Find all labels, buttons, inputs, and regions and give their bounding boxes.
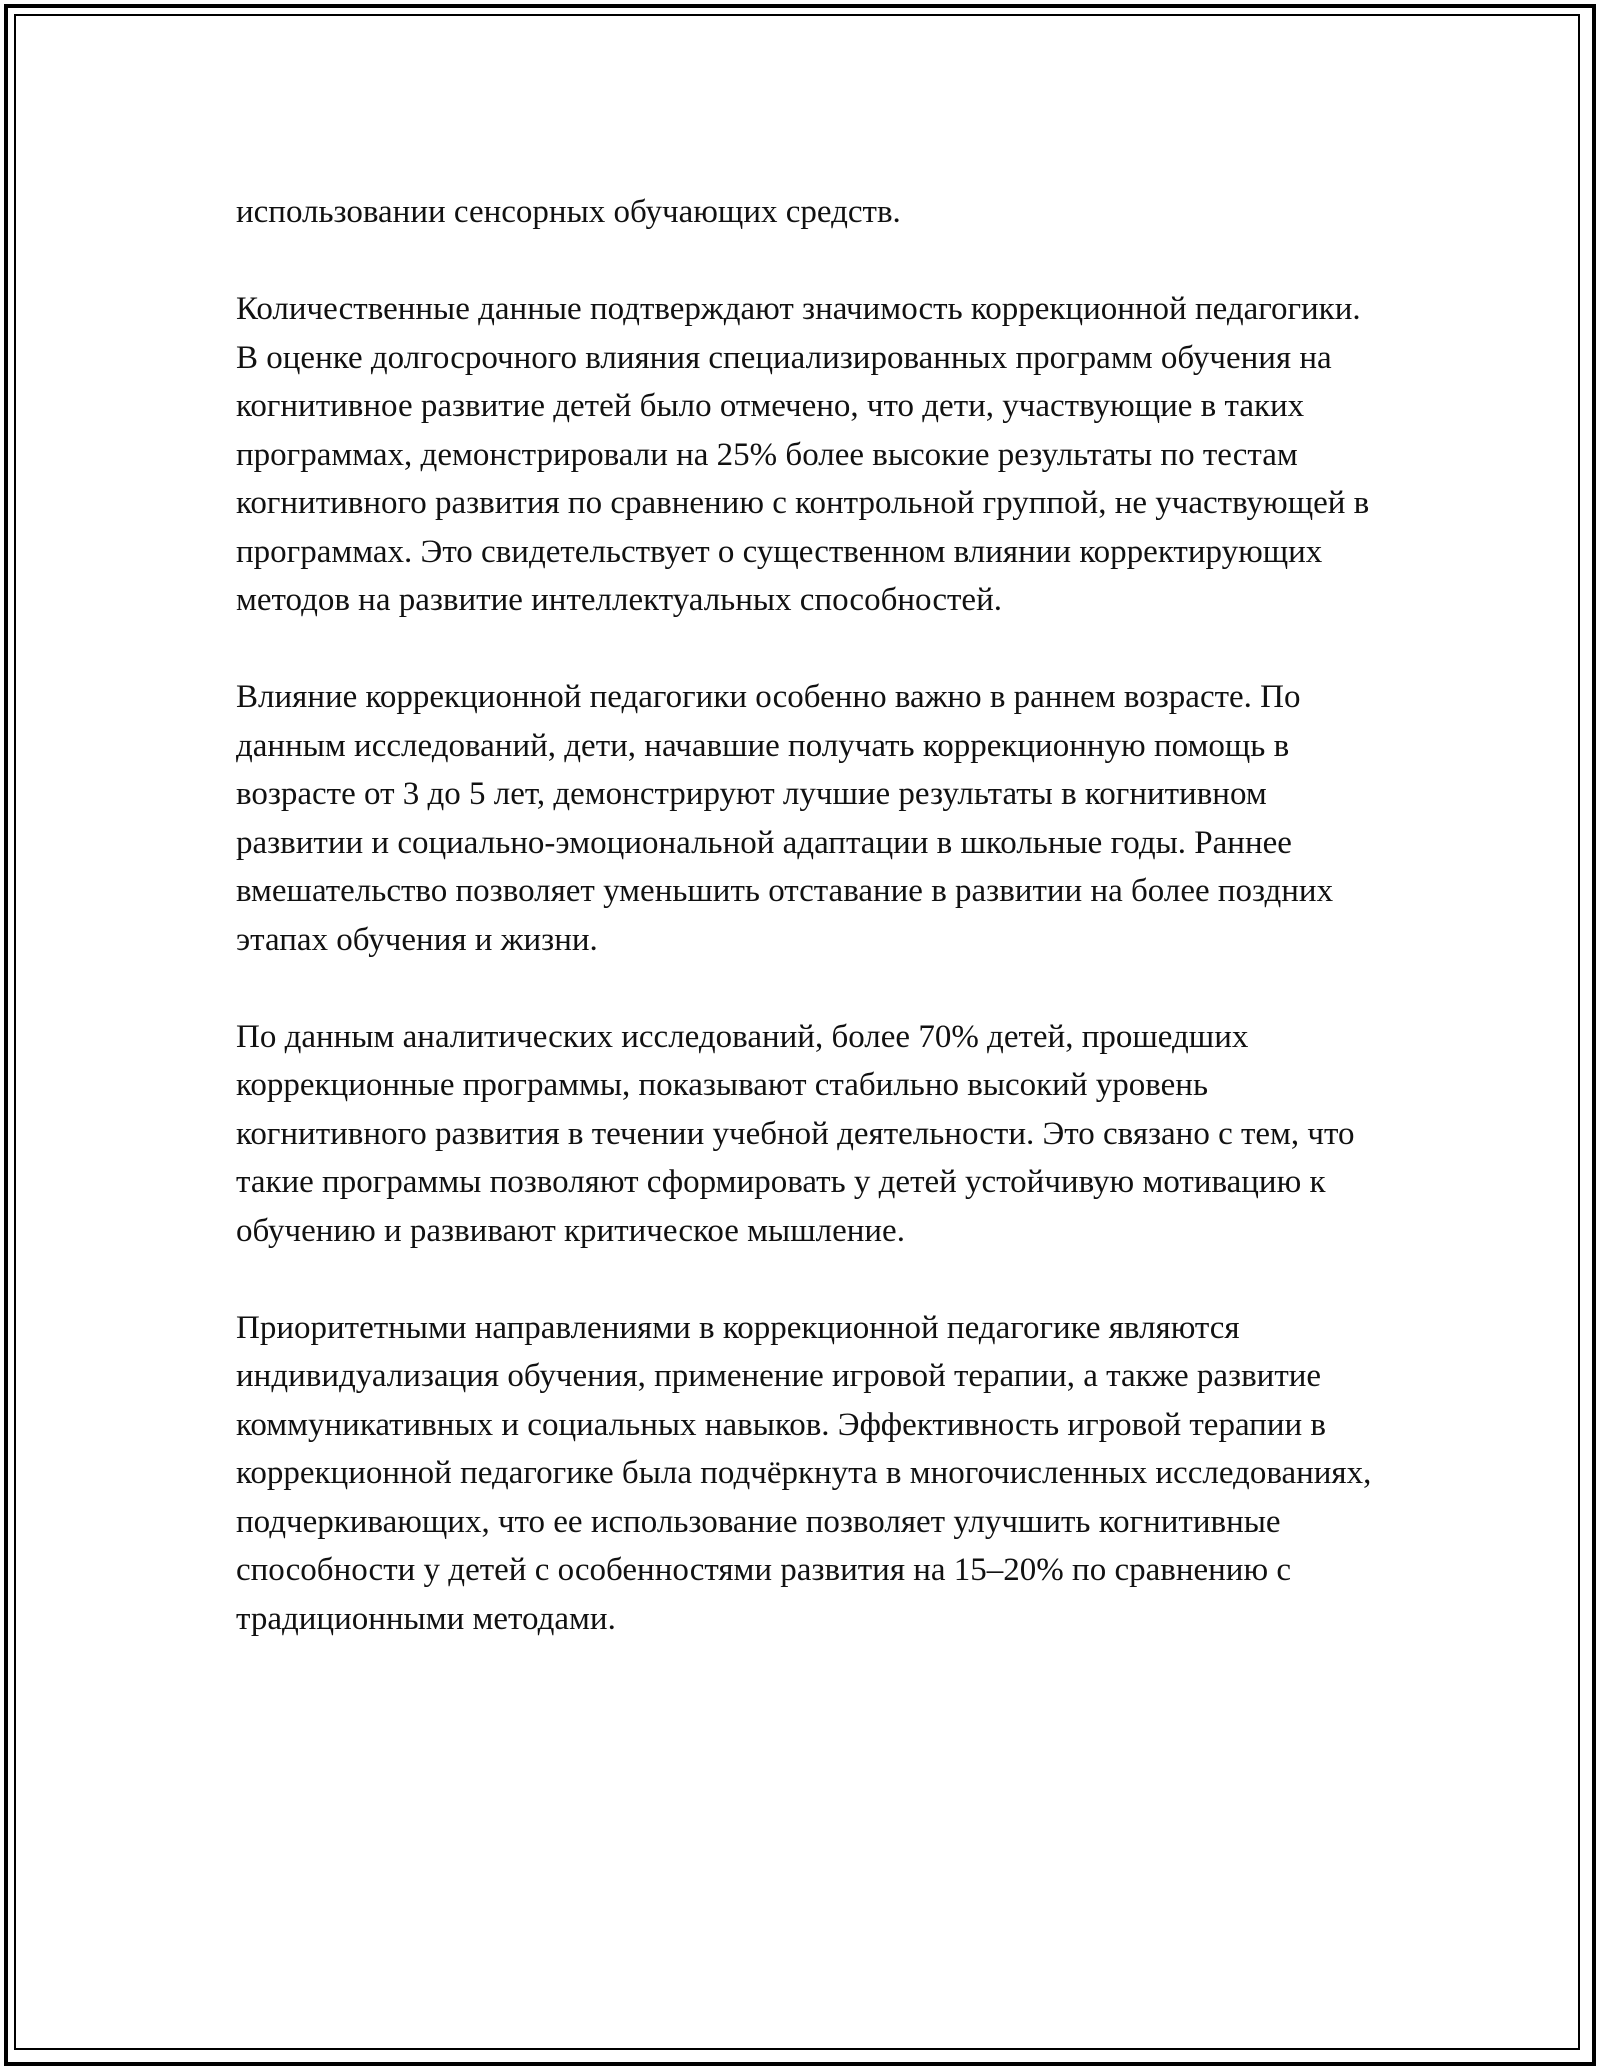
paragraph-continuation: использовании сенсорных обучающих средств. [236,194,901,230]
paragraph-early-age: Влияние коррекционной педагогики особенно важно в раннем возрасте. По данным исследований, дети, начавшие получать коррекционную помощь в возрасте от 3 до 5 лет, демонстрируют лучшие результаты в когнитивном развитии и социально-эмоциональной адаптации в школьные годы. Раннее вмешательство позволяет уменьшить отставание в развитии на более поздних этапах обучения и жизни. [236,679,1334,958]
paragraph-priority-directions: Приоритетными направлениями в коррекционной педагогике являются индивидуализация обучения, применение игровой терапии, а также развитие коммуникативных и социальных навыков. Эффективность игровой терапии в коррекционной педагогике была подчёркнута в многочисленных исследованиях, подчеркивающих, что ее использование позволяет улучшить когнитивные способности у детей с особенностями развития на 15–20% по сравнению с традиционными методами. [236,1309,1372,1637]
paragraph-analytical-research: По данным аналитических исследований, более 70% детей, прошедших коррекционные программы, показывают стабильно высокий уровень когнитивного развития в течении учебной деятельности. Это связано с тем, что такие программы позволяют сформировать у детей устойчивую мотивацию к обучению и развивают критическое мышление. [236,1018,1355,1249]
document-body [236,188,1376,1643]
paragraph-quantitative-data: Количественные данные подтверждают значимость коррекционной педагогики. В оценке долгосрочного влияния специализированных программ обучения на когнитивное развитие детей было отмечено, что дети, участвующие в таких программах, демонстрировали на 25% более высокие результаты по тестам когнитивного развития по сравнению с контрольной группой, не участвующей в программах. Это свидетельствует о существенном влиянии корректирующих методов на развитие интеллектуальных способностей. [236,291,1370,618]
